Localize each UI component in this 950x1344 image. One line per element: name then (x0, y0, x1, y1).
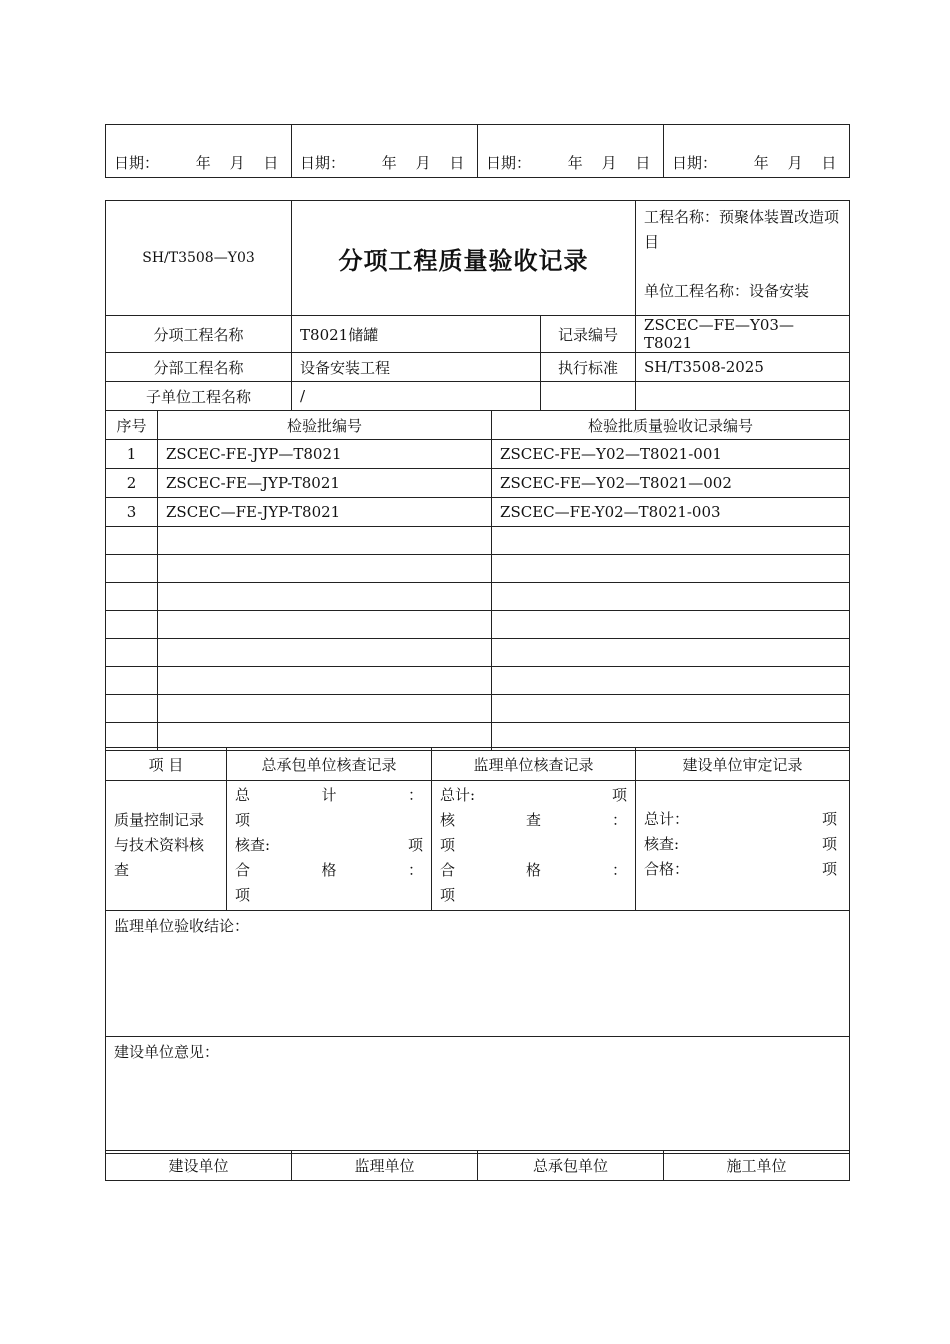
sub-unit-label: 子单位工程名称 (106, 382, 292, 411)
conclusion-label: 监理单位验收结论： (114, 917, 250, 935)
date-label: 日期： (300, 154, 346, 172)
day-label: 日 (635, 154, 651, 172)
owner-opinion (106, 1037, 850, 1154)
standard-label: 执行标准 (541, 353, 636, 382)
inspection-form (105, 200, 850, 751)
sub-item-label: 分项工程名称 (106, 316, 292, 353)
text: 项 (611, 786, 627, 804)
row-no: 3 (106, 498, 158, 527)
day-label: 日 (449, 154, 465, 172)
text: 项 (440, 836, 456, 854)
signature-owner: 建设单位 (106, 1151, 292, 1181)
month-label: 月 (229, 154, 245, 172)
text: 项 (235, 886, 251, 904)
project-name: 工程名称：预聚体装置改造项目 (644, 208, 840, 251)
date-cell-1 (106, 125, 292, 178)
text: 总计： (644, 810, 690, 828)
opinion-label: 建设单位意见： (114, 1043, 220, 1061)
signature-contractor: 总承包单位 (478, 1151, 664, 1181)
text: 总 (235, 786, 251, 804)
empty-row (106, 667, 850, 695)
empty-row (106, 611, 850, 639)
table-row (106, 469, 850, 498)
empty-cell (636, 382, 850, 411)
text: 项 (235, 811, 251, 829)
batch-no: ZSCEC—FE-JYP-T8021 (158, 498, 492, 527)
record-no: ZSCEC-FE—Y02—T8021—002 (492, 469, 850, 498)
batch-no: ZSCEC-FE-JYP—T8021 (158, 440, 492, 469)
review-header-item: 项 目 (106, 748, 227, 781)
year-label: 年 (753, 154, 769, 172)
review-header-owner: 建设单位审定记录 (636, 748, 850, 781)
date-label: 日期： (114, 154, 160, 172)
text: 合 (235, 861, 251, 879)
text: 计 (321, 786, 337, 804)
unit-project-name: 单位工程名称：设备安装 (644, 282, 810, 300)
text: 核 (440, 811, 456, 829)
empty-cell (541, 382, 636, 411)
division-value: 设备安装工程 (292, 353, 541, 382)
form-title: 分项工程质量验收记录 (292, 201, 636, 316)
date-cell-4 (664, 125, 850, 178)
row-no: 1 (106, 440, 158, 469)
date-cell-2 (292, 125, 478, 178)
review-header-supervisor: 监理单位核查记录 (432, 748, 636, 781)
day-label: 日 (263, 154, 279, 172)
text: 合 (440, 861, 456, 879)
year-label: 年 (195, 154, 211, 172)
table-row (106, 498, 850, 527)
contractor-record (227, 781, 432, 911)
sub-unit-value: / (292, 382, 541, 411)
date-label: 日期： (672, 154, 718, 172)
record-no: ZSCEC—FE-Y02—T8021-003 (492, 498, 850, 527)
text: 总计: (440, 786, 476, 804)
text: 核查: (644, 835, 680, 853)
form-code: SH/T3508—Y03 (106, 201, 292, 316)
empty-row (106, 639, 850, 667)
date-table (105, 124, 850, 178)
text: 项 (440, 886, 456, 904)
text: 格 (525, 861, 541, 879)
division-label: 分部工程名称 (106, 353, 292, 382)
row-no: 2 (106, 469, 158, 498)
text: 项 (821, 860, 837, 878)
text: ： (407, 786, 423, 804)
record-no-label: 记录编号 (541, 316, 636, 353)
sub-item-value: T8021储罐 (292, 316, 541, 353)
standard-value: SH/T3508-2025 (636, 353, 850, 382)
review-row-label: 质量控制记录与技术资料核查 (106, 781, 227, 911)
empty-row (106, 527, 850, 555)
text: 项 (821, 810, 837, 828)
supervisor-conclusion (106, 911, 850, 1037)
text: 合格： (644, 860, 690, 878)
supervisor-record (432, 781, 636, 911)
project-info (636, 201, 850, 316)
empty-row (106, 583, 850, 611)
owner-record (636, 781, 850, 911)
text: 格 (321, 861, 337, 879)
text: ： (407, 861, 423, 879)
text: ： (611, 811, 627, 829)
empty-row (106, 555, 850, 583)
signature-builder: 施工单位 (664, 1151, 850, 1181)
year-label: 年 (567, 154, 583, 172)
record-no: ZSCEC-FE—Y02—T8021-001 (492, 440, 850, 469)
empty-row (106, 695, 850, 723)
col-header-batch: 检验批编号 (158, 411, 492, 440)
date-cell-3 (478, 125, 664, 178)
batch-no: ZSCEC-FE—JYP-T8021 (158, 469, 492, 498)
review-header-contractor: 总承包单位核查记录 (227, 748, 432, 781)
col-header-record: 检验批质量验收记录编号 (492, 411, 850, 440)
text: 项 (407, 836, 423, 854)
text: 项 (821, 835, 837, 853)
text: ： (611, 861, 627, 879)
day-label: 日 (821, 154, 837, 172)
col-header-no: 序号 (106, 411, 158, 440)
month-label: 月 (787, 154, 803, 172)
text: 查 (525, 811, 541, 829)
table-row (106, 440, 850, 469)
signature-table (105, 1150, 850, 1181)
month-label: 月 (415, 154, 431, 172)
date-label: 日期： (486, 154, 532, 172)
record-no-value: ZSCEC—FE—Y03—T8021 (636, 316, 850, 353)
review-table (105, 747, 850, 1154)
text: 核查: (235, 836, 271, 854)
signature-supervisor: 监理单位 (292, 1151, 478, 1181)
year-label: 年 (381, 154, 397, 172)
month-label: 月 (601, 154, 617, 172)
